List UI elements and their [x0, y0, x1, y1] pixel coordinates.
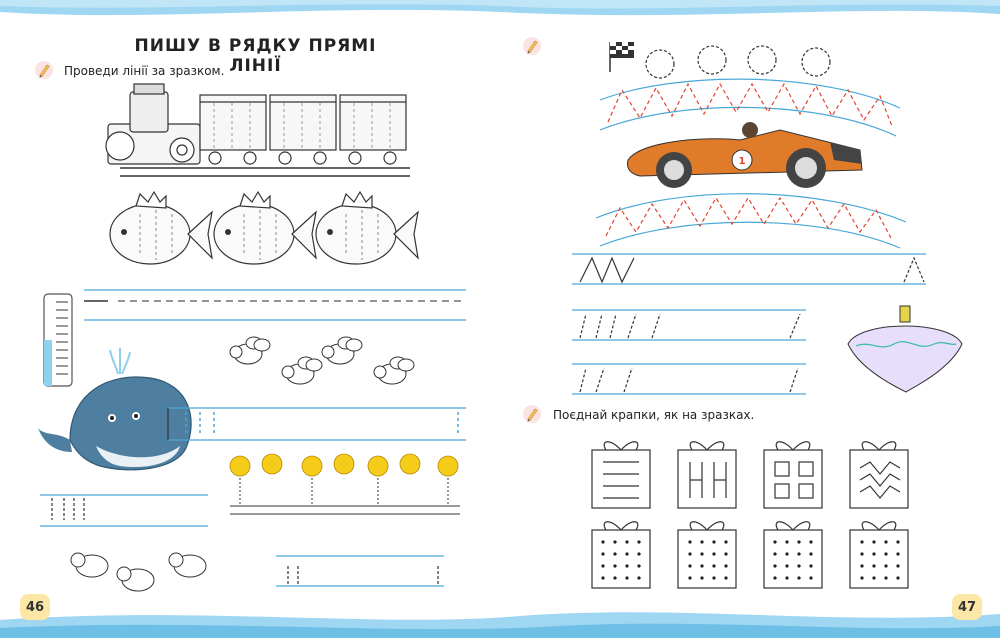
- writing-row-1: [572, 254, 926, 284]
- zigzag-arch-bottom: [596, 194, 906, 248]
- page-number-left: 46: [20, 594, 50, 620]
- instruction-text: Поєднай крапки, як на зразках.: [553, 408, 755, 422]
- train-icon: [106, 84, 410, 176]
- race-car-icon: [628, 122, 863, 188]
- pencil-icon: [34, 60, 54, 80]
- animal-faces: [646, 46, 830, 78]
- ruler-icon: [44, 294, 72, 386]
- gift-boxes-grid: [570, 428, 930, 596]
- left-page-art: [0, 80, 500, 600]
- instruction-text: Проведи лінії за зразком.: [64, 64, 225, 78]
- page-title: ПИШУ В РЯДКУ ПРЯМІ ЛІНІЇ: [134, 36, 377, 76]
- writing-line-3: [40, 495, 208, 526]
- right-page-art: [500, 30, 1000, 400]
- bottom-wave-decoration: [0, 598, 1000, 638]
- writing-row-3: [572, 364, 806, 394]
- pencil-icon: [522, 404, 542, 424]
- bee-icon: [230, 337, 414, 384]
- writing-line-1: [84, 290, 466, 320]
- car-number: 1: [738, 156, 746, 167]
- writing-line-2: [168, 408, 466, 440]
- top-wave-decoration: [0, 0, 1000, 30]
- finish-flag-icon: [610, 42, 634, 72]
- writing-line-4: [276, 556, 444, 586]
- writing-row-2: [572, 310, 806, 340]
- chick-icon: [230, 454, 458, 476]
- spinning-top-icon: [848, 306, 962, 392]
- page-number-right: 47: [952, 594, 982, 620]
